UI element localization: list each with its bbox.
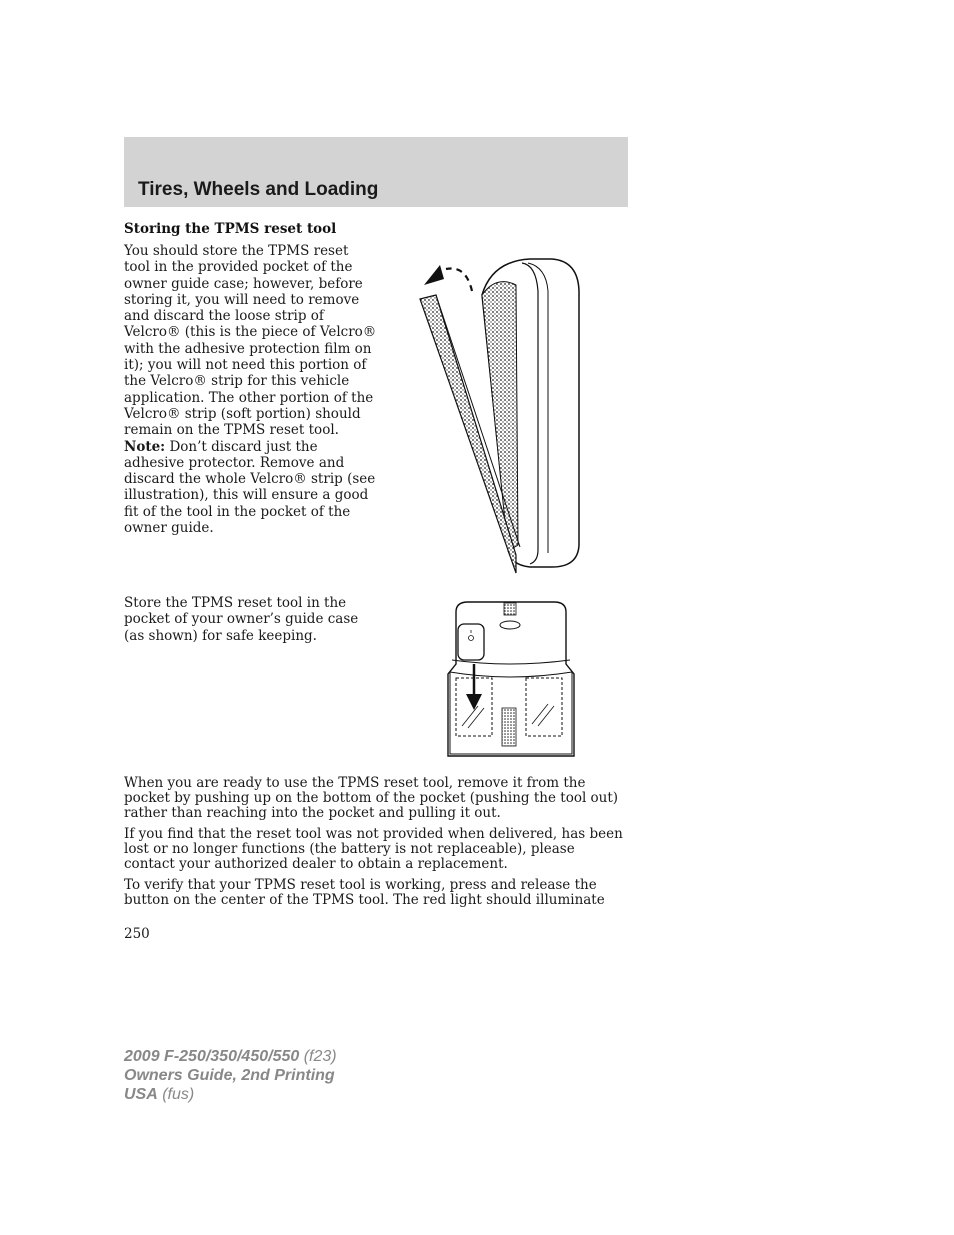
text-line: adhesive protector. Remove and: [124, 454, 345, 471]
model-text: 2009 F-250/350/450/550: [124, 1048, 300, 1065]
text-line: pocket of your owner’s guide case: [124, 611, 359, 628]
text-line: illustration), this will ensure a good: [124, 487, 369, 504]
usage-instructions: [124, 776, 628, 914]
storing-instructions: [124, 243, 380, 536]
text-line: it); you will not need this portion of: [124, 357, 367, 374]
text-line: (as shown) for safe keeping.: [124, 627, 317, 644]
footer-line: [124, 1047, 337, 1066]
text-line: fit of the tool in the pocket of the: [124, 503, 351, 520]
text-line: tool in the provided pocket of the: [124, 259, 353, 276]
note-line: [124, 439, 380, 455]
velcro-removal-illustration: [412, 255, 584, 580]
section-header-band: [124, 137, 628, 207]
guide-case-illustration: [444, 598, 578, 760]
text-line: discard the whole Velcro® strip (see: [124, 471, 376, 488]
region-code: (fus): [157, 1086, 195, 1103]
paragraph: When you are ready to use the TPMS reset tool, remove it from the pocket by pushing up on the bottom of the pocket (pushing the tool out) rather than reaching into the pocket and pulling it out.: [124, 775, 619, 821]
note-label: Note:: [124, 438, 166, 455]
paragraph: To verify that your TPMS reset tool is working, press and release the button on the center of the TPMS tool. The red light should illuminate: [124, 877, 605, 908]
text-line: Store the TPMS reset tool in the: [124, 595, 347, 611]
text-line: owner guide case; however, before: [124, 275, 363, 292]
text-line: with the adhesive protection film on: [124, 340, 372, 357]
text-line: owner guide.: [124, 520, 214, 537]
text-line: You should store the TPMS reset: [124, 243, 349, 259]
text-line: the Velcro® strip for this vehicle: [124, 373, 350, 390]
section-title: Tires, Wheels and Loading: [138, 179, 379, 200]
footer-line: Owners Guide, 2nd Printing: [124, 1067, 335, 1084]
document-footer: [124, 1047, 337, 1104]
store-tool-instructions: [124, 595, 380, 644]
note-text: Don’t discard just the: [165, 438, 318, 455]
text-line: remain on the TPMS reset tool.: [124, 422, 339, 439]
model-code: (f23): [299, 1048, 337, 1065]
text-line: Velcro® (this is the piece of Velcro®: [124, 324, 377, 341]
text-line: storing it, you will need to remove: [124, 291, 360, 308]
page-number: 250: [124, 926, 150, 942]
text-line: application. The other portion of the: [124, 389, 374, 406]
subsection-heading: Storing the TPMS reset tool: [124, 221, 337, 237]
footer-line: [124, 1085, 337, 1104]
region-text: USA: [124, 1086, 158, 1103]
text-line: Velcro® strip (soft portion) should: [124, 405, 361, 422]
text-line: and discard the loose strip of: [124, 308, 324, 325]
paragraph: If you find that the reset tool was not provided when delivered, has been lost or no longer functions (the battery is not replaceable), please contact your authorized dealer to obtain a replacement.: [124, 826, 623, 872]
